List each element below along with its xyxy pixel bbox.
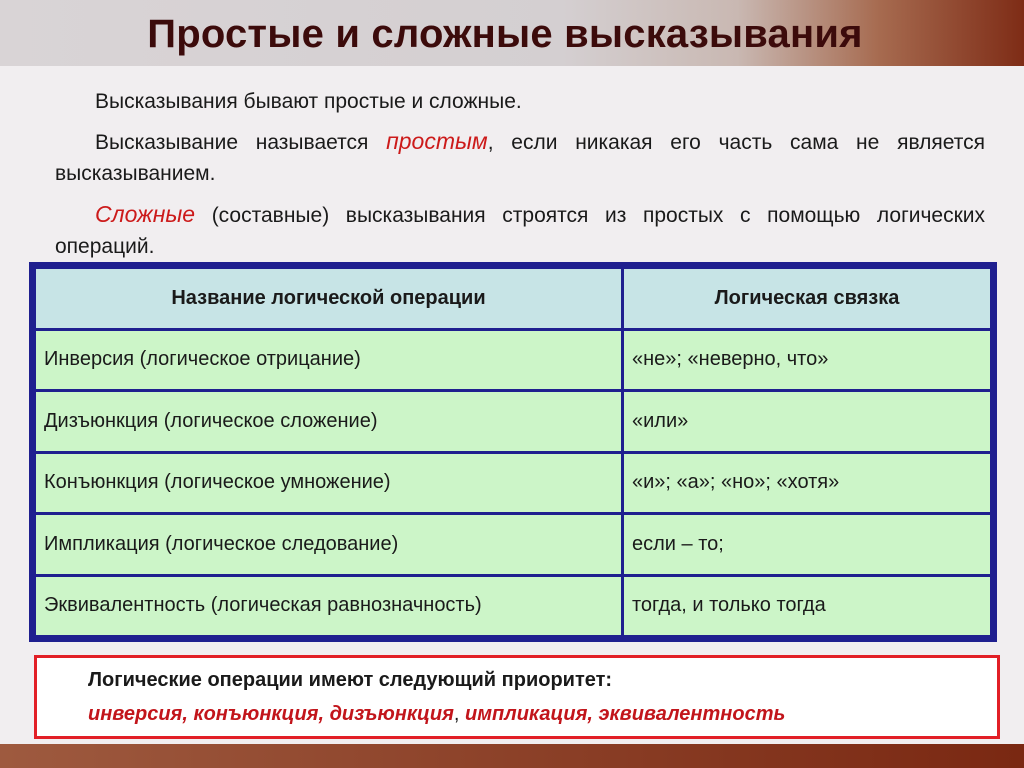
page-title: Простые и сложные высказывания [147,12,863,56]
operation-name-cell: Импликация (логическое следование) [35,514,623,576]
table-header-row [35,268,992,330]
simple-def-before: Высказывание называется [95,131,387,154]
connective-cell: «или» [623,391,992,453]
header-connective: Логическая связка [623,268,992,330]
complex-term: Сложные [95,201,196,227]
simple-definition-paragraph [55,126,985,189]
table-row [35,575,992,637]
priority-order [88,703,785,726]
connective-cell: если – то; [623,514,992,576]
priority-part-1: инверсия, конъюнкция, дизъюнкция [88,703,454,725]
priority-box [34,655,1000,739]
footer-bar [0,744,1024,768]
priority-part-2: импликация, эквивалентность [465,703,786,725]
simple-term: простым [386,128,488,154]
intro-text: Высказывания бывают простые и сложные. [95,90,522,113]
connective-cell: «и»; «а»; «но»; «хотя» [623,452,992,514]
table-row [35,329,992,391]
operation-name-cell: Конъюнкция (логическое умножение) [35,452,623,514]
header-operation-name: Название логической операции [35,268,623,330]
connective-cell: тогда, и только тогда [623,575,992,637]
intro-paragraph [55,86,985,117]
operation-name-cell: Инверсия (логическое отрицание) [35,329,623,391]
operations-table [29,262,997,642]
table-row [35,391,992,453]
priority-title: Логические операции имеют следующий приоритет: [88,669,613,691]
table-row [35,514,992,576]
operation-name-cell: Дизъюнкция (логическое сложение) [35,391,623,453]
complex-definition-paragraph [55,199,985,262]
simple-def-after: , если никакая его часть сама не является высказыванием. [55,131,985,185]
operation-name-cell: Эквивалентность (логическая равнозначность) [35,575,623,637]
priority-separator: , [453,703,466,725]
table-row [35,452,992,514]
complex-def-after: (составные) высказывания строятся из простых с помощью логических операций. [55,204,985,258]
connective-cell: «не»; «неверно, что» [623,329,992,391]
